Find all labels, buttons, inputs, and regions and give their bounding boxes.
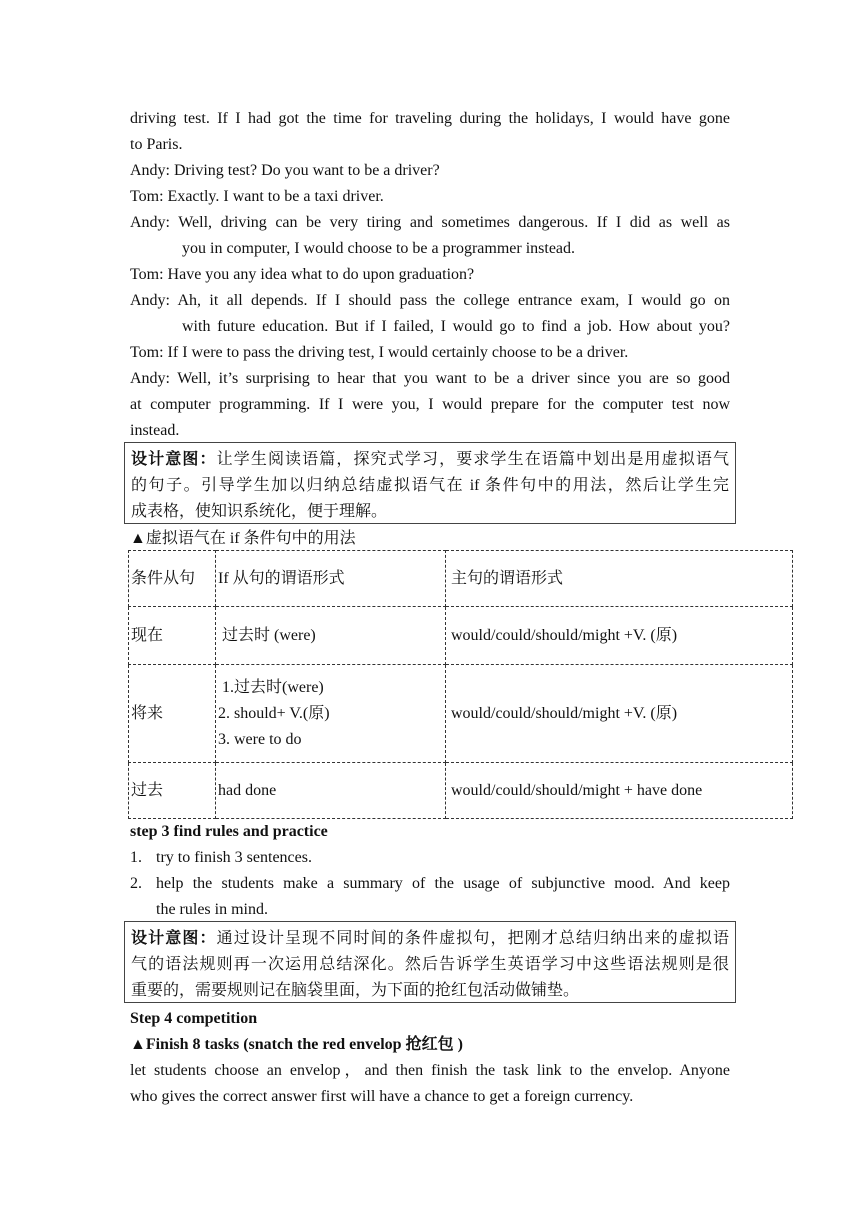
dialogue-line: Tom: Exactly. I want to be a taxi driver. — [130, 188, 384, 205]
dialogue-line: Andy: Driving test? Do you want to be a driver? — [130, 162, 440, 179]
design-intent-box — [124, 921, 736, 1003]
dialogue-line: Andy: Ah, it all depends. If I should pass the college entrance exam, I would go on — [130, 292, 730, 309]
if-form-cell: had done — [216, 763, 446, 819]
header-cell: 主句的谓语形式 — [446, 551, 793, 607]
if-form-cell: 过去时 (were) — [216, 607, 446, 665]
dialogue-line: Tom: If I were to pass the driving test, I would certainly choose to be a driver. — [130, 344, 629, 361]
design-intent-text: 的句子。引导学生加以归纳总结虚拟语气在 if 条件句中的用法，然后让学生完 — [131, 477, 729, 494]
design-intent-text: 成表格，使知识系统化，便于理解。 — [131, 503, 388, 520]
design-intent-text: 气的语法规则再一次运用总结深化。然后告诉学生英语学习中这些语法规则是很 — [131, 956, 729, 973]
list-number: 1. — [130, 849, 142, 866]
if-form-line: 1.过去时(were) — [222, 678, 324, 696]
dialogue-line: you in computer, I would choose to be a programmer instead. — [182, 240, 576, 257]
condition-cell: 过去 — [129, 763, 216, 819]
design-intent-text: 让学生阅读语篇，探究式学习，要求学生在语篇中划出是用虚拟语气 — [216, 451, 729, 468]
if-form-line: 2. should+ V.(原) — [218, 704, 330, 722]
step4-heading: Step 4 competition — [130, 1010, 258, 1027]
table-row — [129, 763, 793, 819]
condition-cell: 现在 — [129, 607, 216, 665]
task-heading: ▲Finish 8 tasks (snatch the red envelop 抢红包 ) — [130, 1036, 463, 1053]
main-form-cell: would/could/should/might + have done — [446, 763, 793, 819]
design-intent-label: 设计意图： — [131, 930, 217, 947]
design-intent-text: 通过设计呈现不同时间的条件虚拟句，把刚才总结归纳出来的虚拟语 — [216, 930, 729, 947]
list-number: 2. — [130, 875, 142, 892]
subjunctive-table — [128, 550, 793, 819]
condition-cell: 将来 — [129, 665, 216, 763]
list-item: try to finish 3 sentences. — [156, 849, 312, 866]
dialogue-line: with future education. But if I failed, I would go to find a job. How about you? — [182, 318, 730, 335]
table-row — [129, 607, 793, 665]
dialogue-line: at computer programming. If I were you, I would prepare for the computer test now — [130, 396, 730, 413]
step3-heading: step 3 find rules and practice — [130, 823, 328, 840]
dialogue-line: instead. — [130, 422, 180, 439]
table-header-row — [129, 551, 793, 607]
dialogue-line: Andy: Well, driving can be very tiring and sometimes dangerous. If I did as well as — [130, 214, 730, 231]
step4-text: let students choose an envelop，and then finish the task link to the envelop. Anyone — [130, 1062, 730, 1079]
if-form-line: 3. were to do — [218, 730, 302, 748]
table-row — [129, 665, 793, 763]
design-intent-text: 重要的，需要规则记在脑袋里面，为下面的抢红包活动做铺垫。 — [131, 982, 580, 999]
dialogue-line: to Paris. — [130, 136, 183, 153]
header-cell: 条件从句 — [129, 551, 216, 607]
design-intent-box — [124, 442, 736, 524]
dialogue-line: driving test. If I had got the time for traveling during the holidays, I would have gone — [130, 110, 730, 127]
dialogue-line: Andy: Well, it’s surprising to hear that you want to be a driver since you are so good — [130, 370, 730, 387]
step4-text: who gives the correct answer first will have a chance to get a foreign currency. — [130, 1088, 634, 1105]
design-intent-label: 设计意图： — [131, 451, 217, 468]
main-form-cell: would/could/should/might +V. (原) — [446, 665, 793, 763]
list-item: help the students make a summary of the usage of subjunctive mood. And keep — [156, 875, 730, 892]
dialogue-line: Tom: Have you any idea what to do upon graduation? — [130, 266, 475, 283]
if-form-cell — [216, 665, 446, 763]
table-title: ▲虚拟语气在 if 条件句中的用法 — [130, 530, 356, 547]
header-cell: If 从句的谓语形式 — [216, 551, 446, 607]
main-form-cell: would/could/should/might +V. (原) — [446, 607, 793, 665]
list-item: the rules in mind. — [156, 901, 268, 918]
